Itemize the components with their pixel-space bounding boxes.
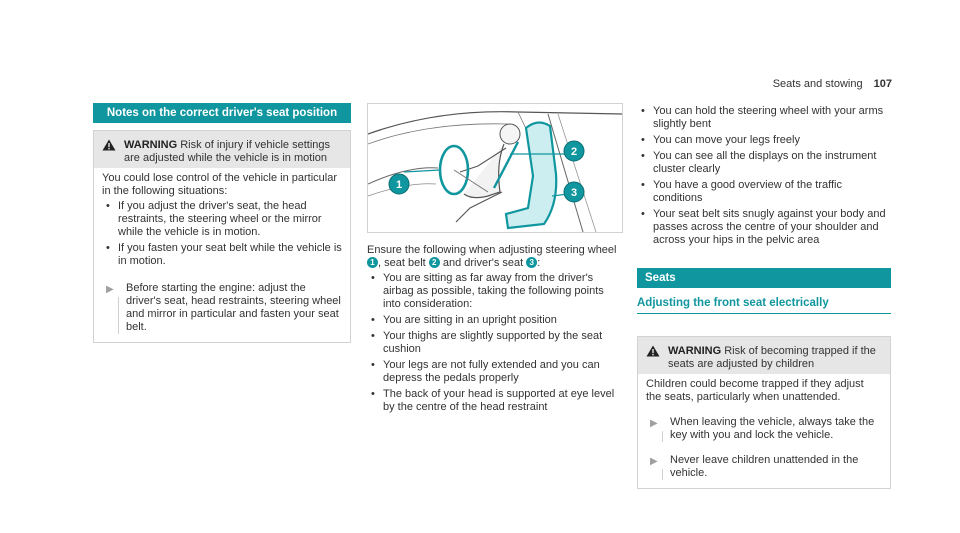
warning-label: WARNING (124, 139, 178, 151)
tip-arrow-icon: ▶ (650, 418, 658, 429)
list-item: • If you adjust the driver's seat, the head restraints, the steering wheel or the mirror while the vehicle is in motion. (102, 200, 342, 239)
ref-1: 1 (367, 257, 378, 268)
tip-note (646, 416, 882, 442)
ref-2: 2 (429, 257, 440, 268)
warning-label: WARNING (668, 345, 722, 357)
column-middle (367, 103, 623, 417)
warning-consequence: Children could become trapped if they adjust the seats, particularly when unattended. (646, 378, 864, 403)
page-number: 107 (873, 78, 892, 90)
callout-1 (389, 174, 409, 194)
list-item: • You can hold the steering wheel with your arms slightly bent (637, 105, 891, 131)
list-item: • The back of your head is supported at eye level by the centre of the head restraint (367, 388, 623, 414)
header-section: Seats and stowing (772, 78, 863, 90)
warning-box-children (637, 336, 891, 489)
warning-triangle-icon (102, 139, 116, 151)
warning-intro: You could lose control of the vehicle in particular in the following situations: (102, 172, 338, 197)
position-checklist-continued (637, 105, 891, 247)
ref-3: 3 (526, 257, 537, 268)
warning-body (638, 374, 890, 488)
warning-header (638, 337, 890, 374)
svg-text:1: 1 (395, 179, 403, 191)
list-item: • Your thighs are slightly supported by the seat cushion (367, 330, 623, 356)
warning-triangle-icon (646, 345, 660, 357)
warning-body (94, 168, 350, 342)
svg-text:2: 2 (570, 146, 578, 158)
adjust-intro: Ensure the following when adjusting steering wheel 1 , seat belt 2 and driver's seat 3 : (367, 244, 617, 269)
subheading-adjust-seat: Adjusting the front seat electrically (637, 297, 891, 314)
tip-arrow-icon: ▶ (650, 456, 658, 467)
tip-note (646, 454, 882, 480)
tip-text: Never leave children unattended in the vehicle. (670, 454, 859, 479)
section-heading-seat-position: Notes on the correct driver's seat position (93, 103, 351, 123)
warning-header (94, 131, 350, 168)
list-item: • Your seat belt sits snugly against your body and passes across the centre of your shoulder and across your hips in the pelvic area (637, 208, 891, 247)
column-left (93, 103, 351, 343)
warning-box (93, 130, 351, 343)
list-item: • You are sitting as far away from the driver's airbag as possible, taking the following points into consideration: (367, 272, 623, 311)
list-item: • Your legs are not fully extended and you can depress the pedals properly (367, 359, 623, 385)
column-right (637, 103, 891, 489)
section-heading-seats: Seats (637, 268, 891, 288)
tip-text: When leaving the vehicle, always take the key with you and lock the vehicle. (670, 416, 875, 441)
callout-2 (564, 141, 584, 161)
list-item: • You have a good overview of the traffic conditions (637, 179, 891, 205)
driver-seat-illustration (367, 103, 623, 233)
warning-text: Risk of becoming trapped if the seats are adjusted by children (668, 345, 876, 370)
page-header (773, 78, 892, 90)
warning-text: Risk of injury if vehicle settings are adjusted while the vehicle is in motion (124, 139, 331, 164)
list-item: • You can see all the displays on the instrument cluster clearly (637, 150, 891, 176)
list-item: • If you fasten your seat belt while the vehicle is in motion. (102, 242, 342, 268)
tip-text: Before starting the engine: adjust the driver's seat, head restraints, steering wheel and mirror in particular and fasten your seat belt. (126, 282, 341, 333)
svg-text:3: 3 (570, 187, 578, 199)
list-item: • You can move your legs freely (637, 134, 891, 147)
tip-note (102, 282, 342, 334)
seat-figure-svg (368, 104, 622, 232)
list-item: • You are sitting in an upright position (367, 314, 623, 327)
position-checklist (367, 272, 623, 414)
warning-bullet-list (102, 200, 342, 268)
tip-arrow-icon: ▶ (106, 284, 114, 295)
callout-3 (564, 182, 584, 202)
